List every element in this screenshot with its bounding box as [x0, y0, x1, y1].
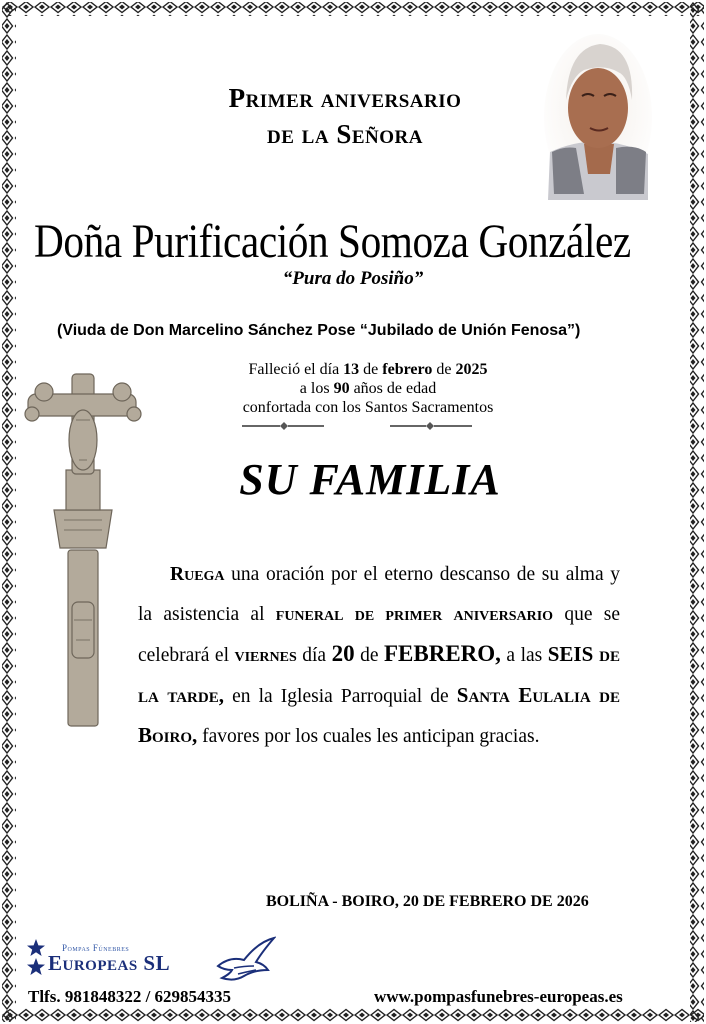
- event-day: 20: [331, 641, 355, 666]
- family-title: SU FAMILIA: [239, 455, 501, 504]
- event-month: FEBRERO,: [383, 641, 501, 666]
- phone-numbers: Tlfs. 981848322 / 629854335: [28, 987, 232, 1006]
- funeral-phrase: funeral de primer aniversario: [275, 603, 554, 625]
- stone-cross-icon: [24, 370, 142, 732]
- portrait-photo: [544, 34, 652, 200]
- death-day: 13: [343, 361, 360, 378]
- heading-line-1: Primer aniversario: [228, 83, 462, 113]
- place-date: BOLIÑA - BOIRO, 20 DE FEBRERO DE 2026: [266, 893, 589, 910]
- logo-tagline: Pompas Fúnebres: [62, 943, 130, 953]
- deceased-nickname: “Pura do Posiño”: [282, 268, 424, 289]
- death-info: [168, 360, 568, 417]
- death-date-line: Falleció el día 13 de febrero de 2025: [248, 361, 488, 378]
- invitation-message: Ruega una oración por el eterno descanso de su alma y la asistencia al funeral de primer aniversario que se celebrará el viernes día 20 de FEBRERO, a las SEIS de la tarde, en la Iglesia Parroquial de Santa Eulalia de Boiro, favores por los cuales les anticipan gracias.: [138, 564, 621, 747]
- dove-icon: [214, 936, 276, 984]
- website-link[interactable]: www.pompasfunebres-europeas.es: [374, 987, 623, 1006]
- death-year: 2025: [455, 361, 488, 378]
- church-name: Santa Eulalia de Boiro,: [138, 682, 621, 747]
- widow-note: (Viuda de Don Marcelino Sánchez Pose “Jubilado de Unión Fenosa”): [57, 322, 581, 339]
- death-month: febrero: [382, 361, 433, 378]
- deceased-name: Doña Purificación Somoza González: [34, 215, 631, 268]
- logo-name: Europeas SL: [48, 951, 171, 975]
- sacraments-line: confortada con los Santos Sacramentos: [242, 399, 494, 416]
- notice-heading: [180, 80, 510, 152]
- weekday: viernes: [234, 645, 297, 666]
- star-icon: [24, 938, 48, 978]
- age-value: 90: [333, 380, 350, 397]
- event-time: SEIS de la tarde,: [138, 642, 620, 707]
- heading-line-2: de la Señora: [267, 119, 423, 149]
- age-line: a los 90 años de edad: [299, 380, 437, 397]
- ornament-divider: [240, 419, 480, 433]
- ruega-word: Ruega: [170, 564, 225, 585]
